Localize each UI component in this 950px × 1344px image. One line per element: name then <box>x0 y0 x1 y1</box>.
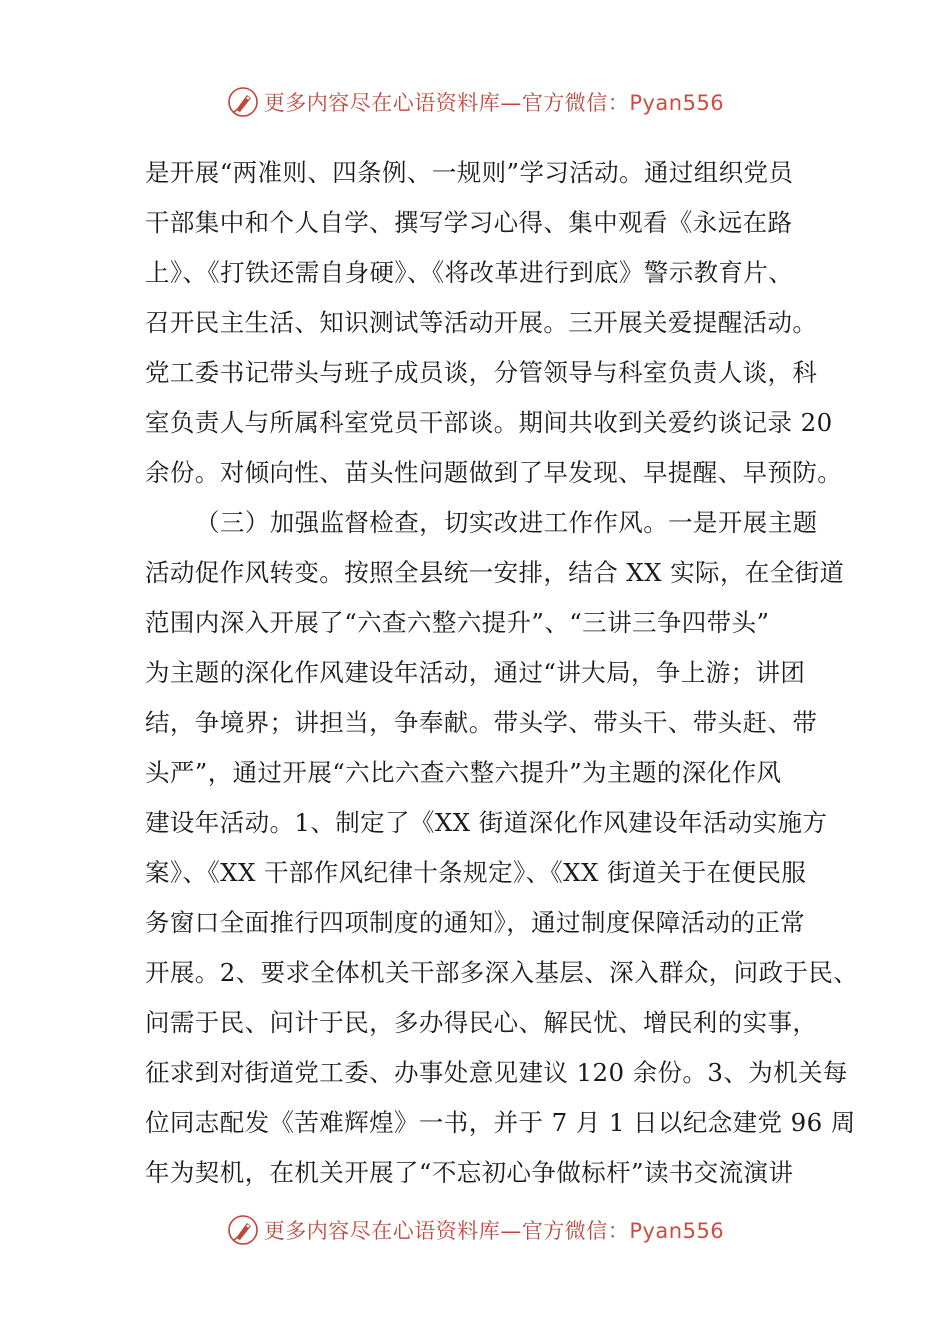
text-line: 干部集中和个人自学、撰写学习心得、集中观看《永远在路 <box>145 208 793 237</box>
text-line: 问需于民、问计于民，多办得民心、解民忧、增民利的实事， <box>145 1008 818 1037</box>
text-line: 头严”，通过开展“六比六查六整六提升”为主题的深化作风 <box>145 758 782 787</box>
text-line: 年为契机，在机关开展了“不忘初心争做标杆”读书交流演讲 <box>145 1158 794 1187</box>
banner-main-text: 更多内容尽在心语资料库 <box>263 1219 501 1243</box>
text-line: 建设年活动。1、制定了《XX 街道深化作风建设年活动实施方 <box>145 808 828 837</box>
header-banner <box>0 82 950 122</box>
footer-banner <box>0 1210 950 1250</box>
text-line: 党工委书记带头与班子成员谈，分管领导与科室负责人谈，科 <box>145 358 818 387</box>
banner-sub-text: 官方微信： <box>521 91 630 115</box>
banner-text <box>264 87 724 117</box>
pen-nib-logo-icon <box>226 1213 260 1247</box>
text-line: 范围内深入开展了“六查六整六提升”、“三讲三争四带头” <box>145 608 770 637</box>
document-body <box>145 148 859 1198</box>
text-line: 召开民主生活、知识测试等活动开展。三开展关爱提醒活动。 <box>145 308 818 337</box>
text-line: 是开展“两准则、四条例、一规则”学习活动。通过组织党员 <box>145 158 794 187</box>
text-line: 征求到对街道党工委、办事处意见建议 120 余份。3、为机关每 <box>145 1058 848 1087</box>
banner-handle: Pyan556 <box>629 91 725 115</box>
banner-handle: Pyan556 <box>629 1219 725 1243</box>
text-line: 案》、《XX 干部作风纪律十条规定》、《XX 街道关于在便民服 <box>145 858 807 887</box>
pen-nib-logo-icon <box>226 85 260 119</box>
section-heading-line: （三）加强监督检查，切实改进工作作风。一是开展主题 <box>195 508 818 537</box>
banner-separator: — <box>500 91 522 115</box>
text-line: 活动促作风转变。按照全县统一安排，结合 XX 实际，在全街道 <box>145 558 845 587</box>
banner-main-text: 更多内容尽在心语资料库 <box>263 91 501 115</box>
text-line: 为主题的深化作风建设年活动，通过“讲大局，争上游；讲团 <box>145 658 806 687</box>
text-line: 位同志配发《苦难辉煌》一书，并于 7 月 1 日以纪念建党 96 周 <box>145 1108 856 1137</box>
banner-text <box>264 1215 724 1245</box>
text-line: 结，争境界；讲担当，争奉献。带头学、带头干、带头赶、带 <box>145 708 818 737</box>
banner-sub-text: 官方微信： <box>521 1219 630 1243</box>
text-line: 余份。对倾向性、苗头性问题做到了早发现、早提醒、早预防。 <box>145 458 843 487</box>
text-line: 室负责人与所属科室党员干部谈。期间共收到关爱约谈记录 20 <box>145 408 833 437</box>
banner-separator: — <box>500 1219 522 1243</box>
text-line: 开展。2、要求全体机关干部多深入基层、深入群众，问政于民、 <box>145 958 859 987</box>
text-line: 务窗口全面推行四项制度的通知》，通过制度保障活动的正常 <box>145 908 806 937</box>
text-line: 上》、《打铁还需自身硬》、《将改革进行到底》警示教育片、 <box>145 258 794 287</box>
